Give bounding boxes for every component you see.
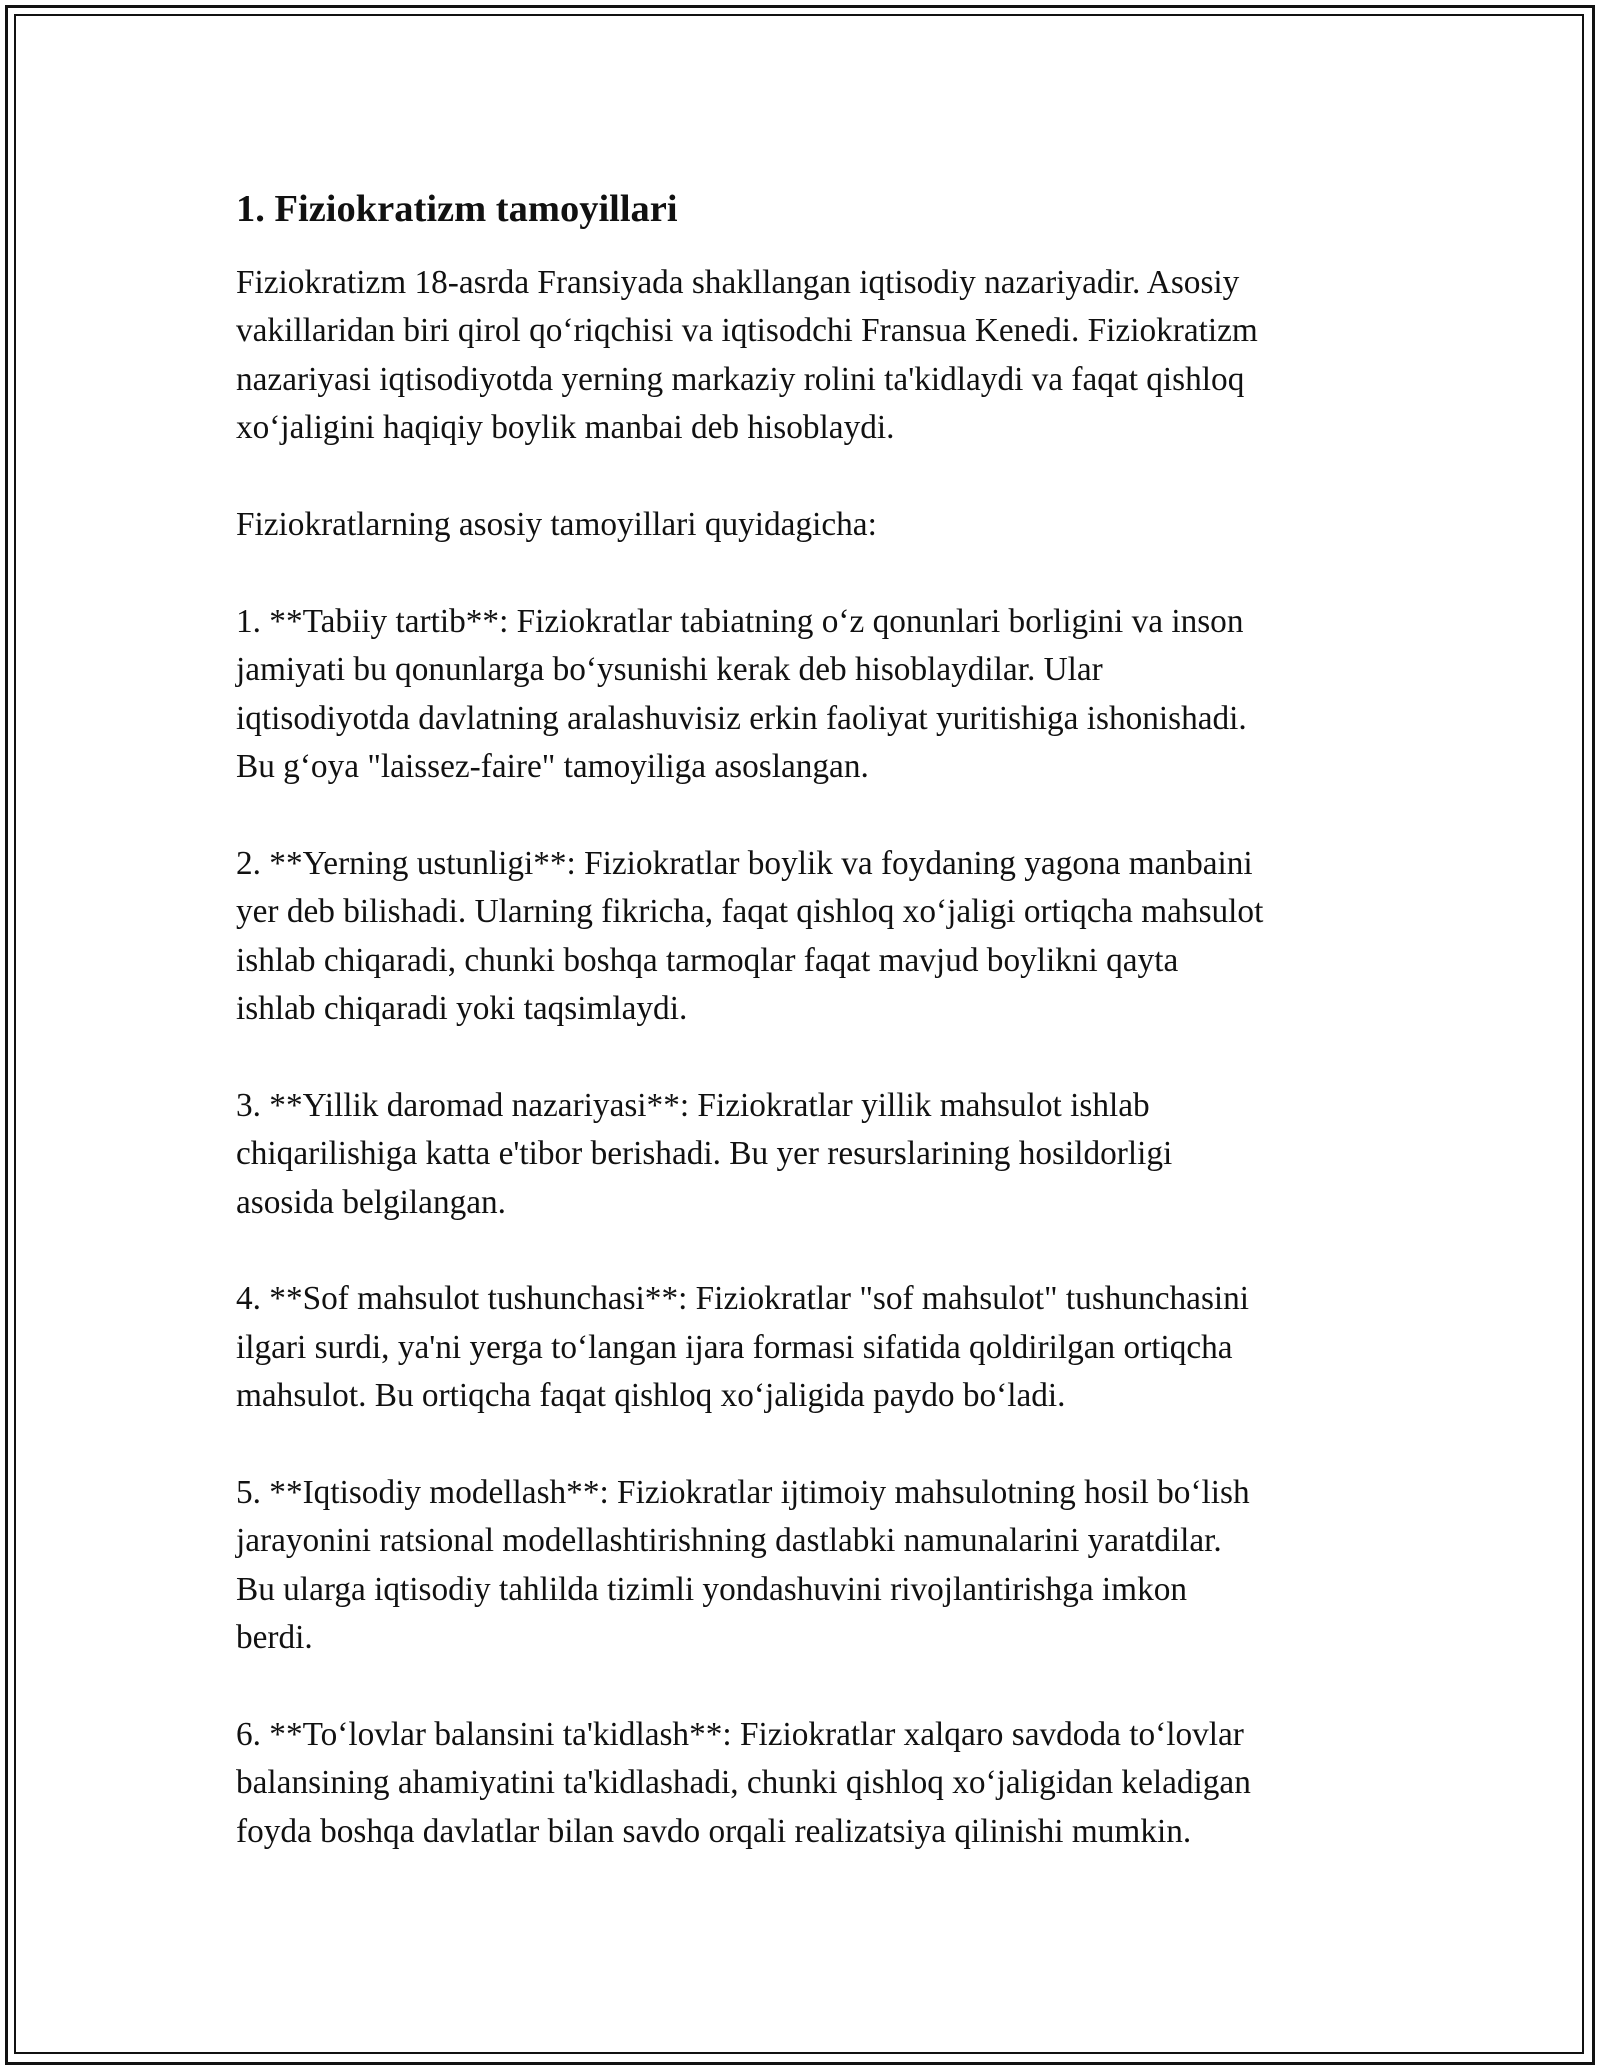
text-line: 1. **Tabiiy tartib**: Fiziokratlar tabiatning o‘z qonunlari borligini va inson	[236, 602, 1244, 640]
principle-4-paragraph	[236, 1275, 1376, 1420]
text-line: Bu ularga iqtisodiy tahlilda tizimli yondashuvini rivojlantirishga imkon	[236, 1570, 1188, 1608]
principle-2-paragraph	[236, 840, 1376, 1034]
text-line: yer deb bilishadi. Ularning fikricha, faqat qishloq xo‘jaligi ortiqcha mahsulot	[236, 893, 1264, 931]
principle-1-paragraph	[236, 598, 1376, 792]
text-line: Fiziokratlarning asosiy tamoyillari quyidagicha:	[236, 506, 877, 544]
text-line: jamiyati bu qonunlarga bo‘ysunishi kerak deb hisoblaydilar. Ular	[236, 651, 1103, 689]
text-line: 5. **Iqtisodiy modellash**: Fiziokratlar ijtimoiy mahsulotning hosil bo‘lish	[236, 1474, 1250, 1512]
principles-intro-paragraph	[236, 501, 1376, 549]
text-line: foyda boshqa davlatlar bilan savdo orqali realizatsiya qilinishi mumkin.	[236, 1812, 1192, 1850]
text-line: Bu g‘oya "laissez-faire" tamoyiliga asoslangan.	[236, 748, 869, 786]
text-line: mahsulot. Bu ortiqcha faqat qishloq xo‘jaligida paydo bo‘ladi.	[236, 1377, 1066, 1415]
text-line: ilgari surdi, ya'ni yerga to‘langan ijara formasi sifatida qoldirilgan ortiqcha	[236, 1328, 1233, 1366]
text-line: 4. **Sof mahsulot tushunchasi**: Fiziokratlar "sof mahsulot" tushunchasini	[236, 1280, 1250, 1318]
text-line: xo‘jaligini haqiqiy boylik manbai deb hisoblaydi.	[236, 409, 895, 447]
text-line: 2. **Yerning ustunligi**: Fiziokratlar boylik va foydaning yagona manbaini	[236, 844, 1253, 882]
text-line: jarayonini ratsional modellashtirishning dastlabki namunalarini yaratdilar.	[236, 1522, 1222, 1560]
text-line: vakillaridan biri qirol qo‘riqchisi va iqtisodchi Fransua Kenedi. Fiziokratizm	[236, 312, 1258, 350]
text-line: 6. **To‘lovlar balansini ta'kidlash**: Fiziokratlar xalqaro savdoda to‘lovlar	[236, 1716, 1244, 1754]
document-body	[236, 185, 1376, 1905]
intro-paragraph	[236, 259, 1376, 453]
text-line: chiqarilishiga katta e'tibor berishadi. Bu yer resurslarining hosildorligi	[236, 1135, 1173, 1173]
text-line: ishlab chiqaradi yoki taqsimlaydi.	[236, 990, 688, 1028]
text-line: nazariyasi iqtisodiyotda yerning markaziy rolini ta'kidlaydi va faqat qishloq	[236, 360, 1245, 398]
text-line: asosida belgilangan.	[236, 1183, 507, 1221]
text-line: berdi.	[236, 1619, 313, 1657]
text-line: ishlab chiqaradi, chunki boshqa tarmoqlar faqat mavjud boylikni qayta	[236, 941, 1179, 979]
principle-5-paragraph	[236, 1469, 1376, 1663]
text-line: balansining ahamiyatini ta'kidlashadi, chunki qishloq xo‘jaligidan keladigan	[236, 1764, 1251, 1802]
document-heading: 1. Fiziokratizm tamoyillari	[236, 188, 678, 230]
text-line: 3. **Yillik daromad nazariyasi**: Fiziokratlar yillik mahsulot ishlab	[236, 1086, 1150, 1124]
text-line: Fiziokratizm 18-asrda Fransiyada shakllangan iqtisodiy nazariyadir. Asosiy	[236, 264, 1240, 301]
principle-6-paragraph	[236, 1711, 1376, 1856]
text-line: iqtisodiyotda davlatning aralashuvisiz erkin faoliyat yuritishiga ishonishadi.	[236, 699, 1247, 737]
principle-3-paragraph	[236, 1082, 1376, 1227]
